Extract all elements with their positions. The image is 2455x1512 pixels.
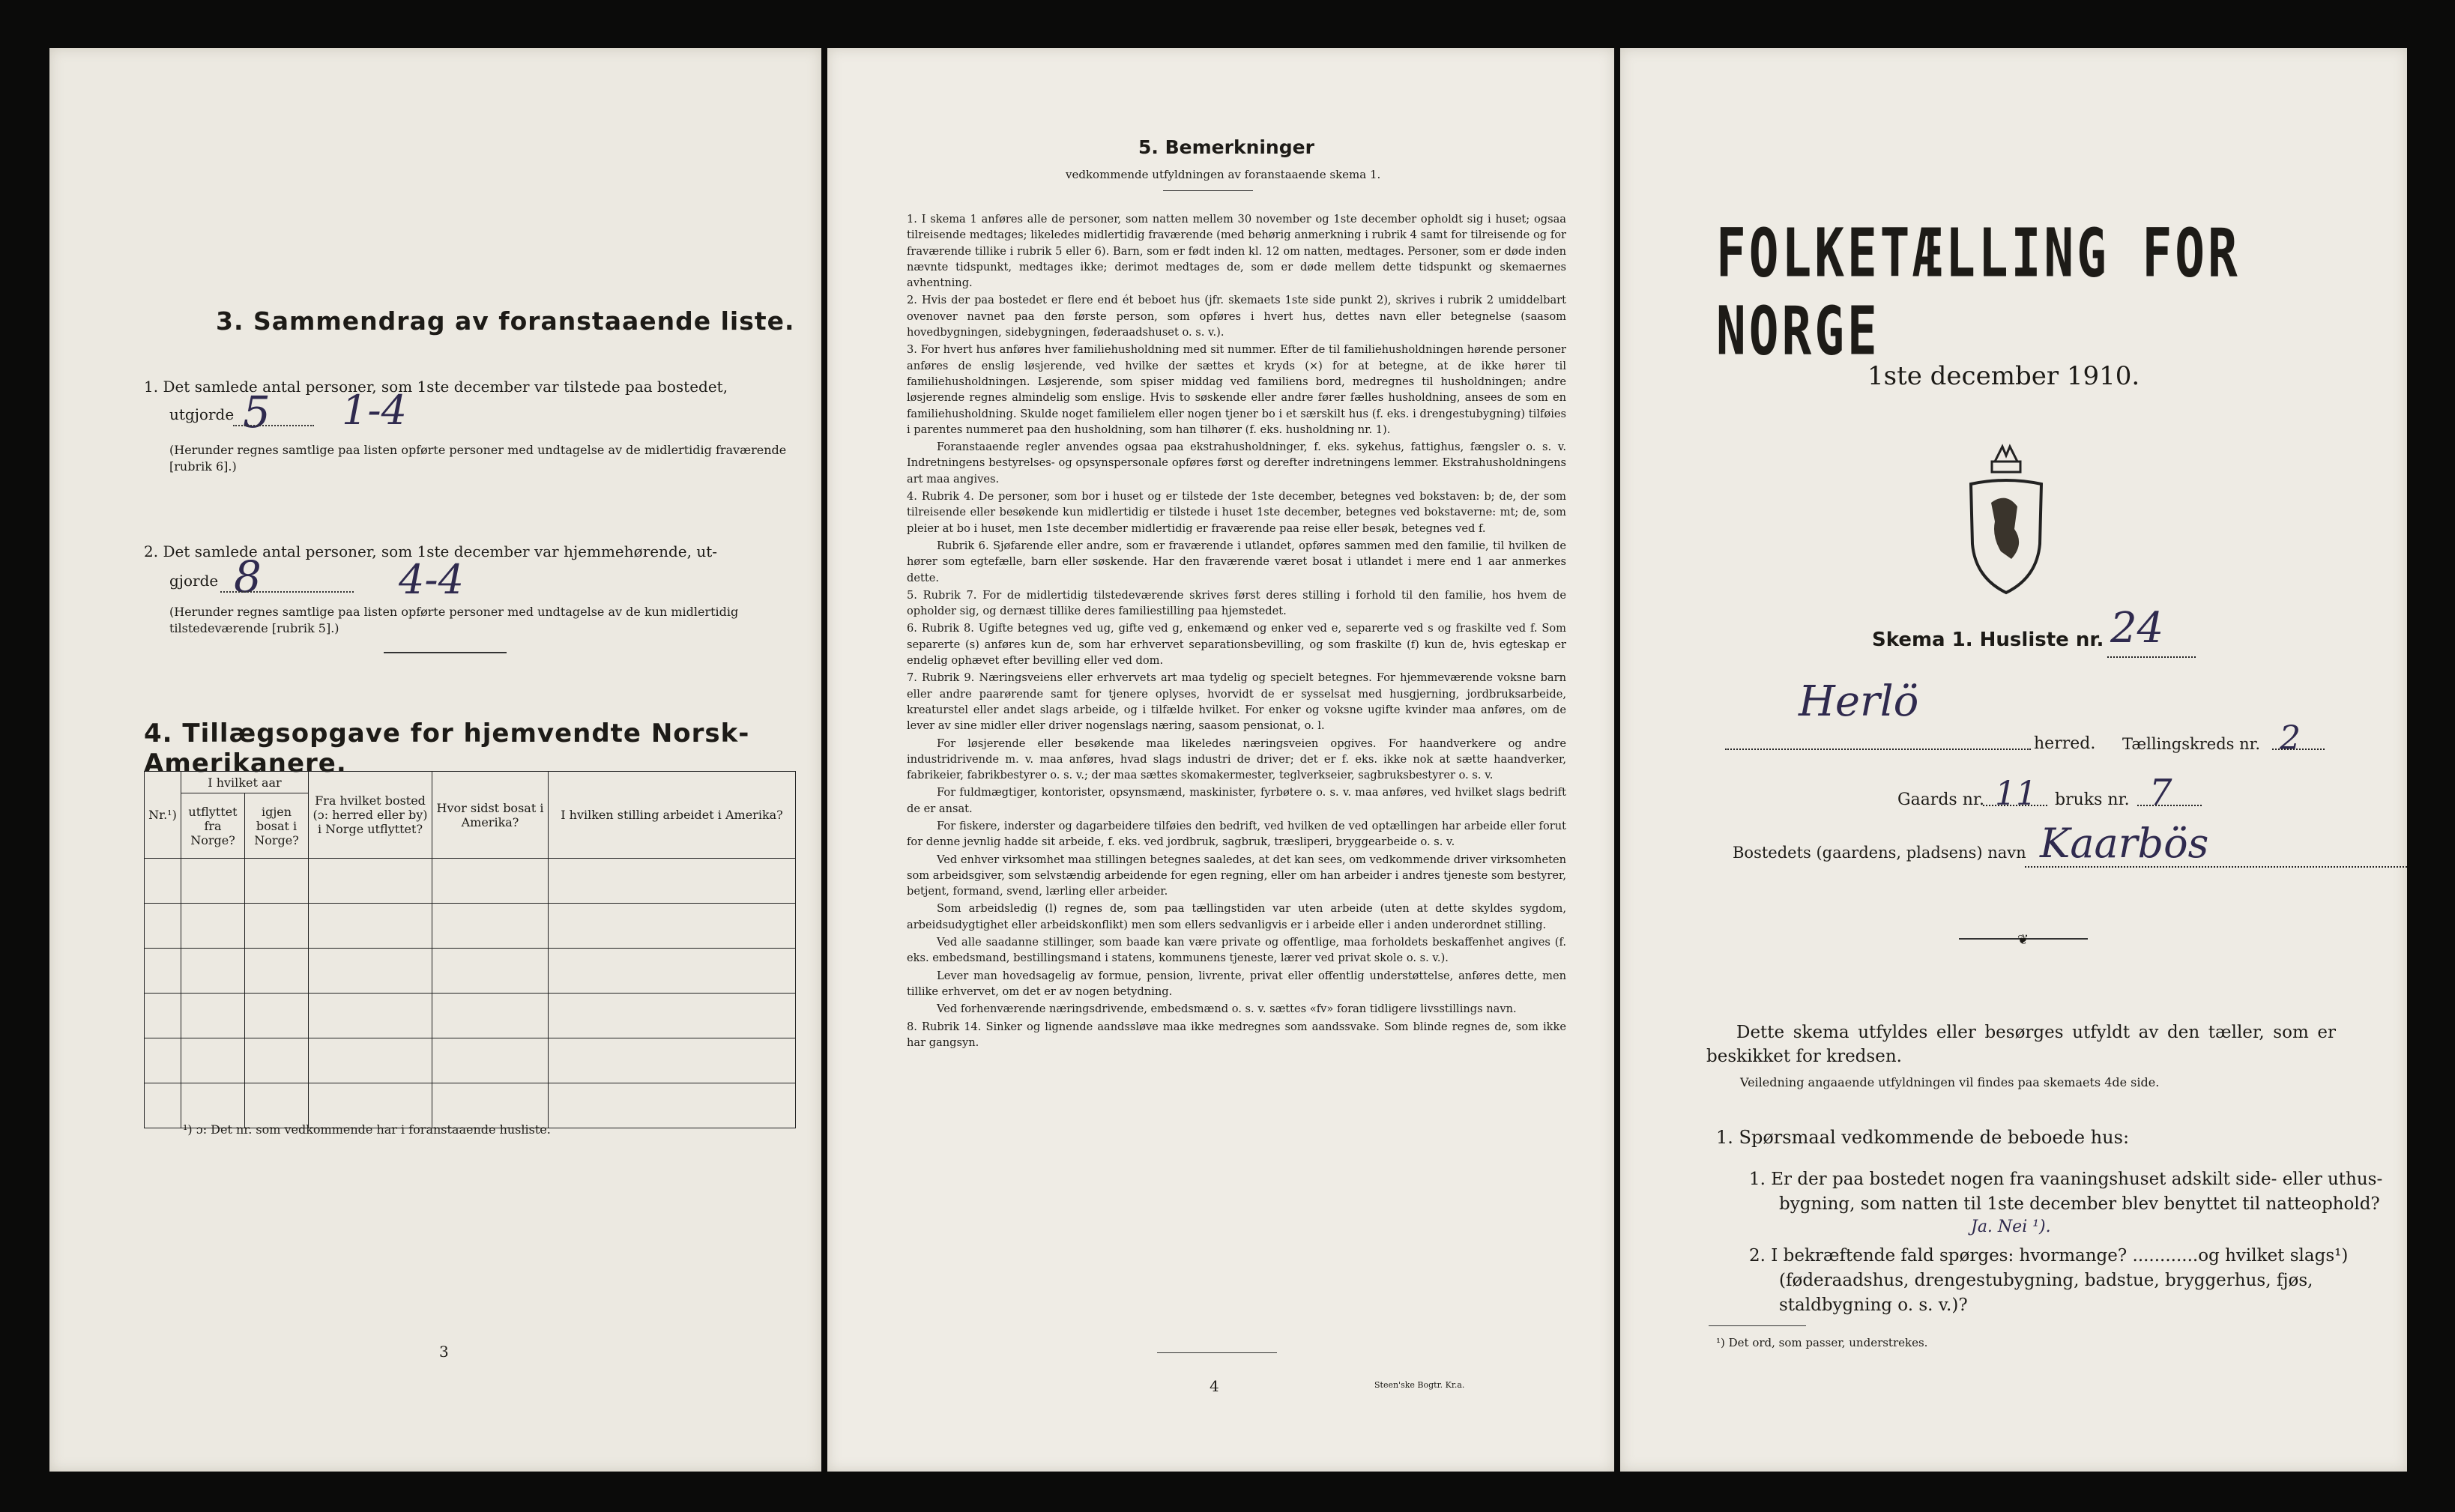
norsk-amerikanere-table xyxy=(144,771,796,1128)
remark-paragraph: 4. Rubrik 4. De personer, som bor i huset og er tilstede der 1ste december, betegnes ved bokstaven: b; de, der som tilreisende eller besøkende kun midlertidig er tilstede i huset 1ste december, betegnes ved bokstaverne: mt; de, som pleier at bo i huset, men 1ste december midlertidig er fraværende paa reise eller besøk, betegnes ved f. xyxy=(907,490,1566,535)
item1-value: 5 xyxy=(243,387,271,438)
table-row xyxy=(145,994,796,1038)
remark-paragraph: For fiskere, inderster og dagarbeidere tilføies den bedrift, ved hvilken de ved optællingen har arbeide eller forut for denne jevnlig hadde sit arbeide, f. eks. ved jordbruk, sagbruk, træsliperi, bryggearbeide o. s. v. xyxy=(907,819,1566,849)
coat-of-arms-icon xyxy=(1965,439,2047,596)
section-4-title: 4. Tillægsopgave for hjemvendte Norsk-Amerikanere. xyxy=(144,719,750,778)
remark-paragraph: For fuldmægtiger, kontorister, opsynsmænd, maskinister, fyrbøtere o. s. v. maa anføres, ved hvilket slags bedrift de er ansat. xyxy=(907,786,1566,815)
remark-paragraph: 6. Rubrik 8. Ugifte betegnes ved ug, gifte ved g, enkemænd og enker ved e, separerte ved s og fraskilte ved f. Som separerte (s) anføres kun de, som har erhvervet separationsbevilling, og som fraskilte (f) kun de, hvis egteskap er endelig ophævet efter bevilling eller ved dom. xyxy=(907,622,1566,668)
item2-dotted-line xyxy=(220,591,354,593)
remark-paragraph: 1. I skema 1 anføres alle de personer, som natten mellem 30 november og 1ste december opholdt sig i huset; ogsaa tilreisende medtages; likeledes midlertidig fraværende (med behørig anmerkning i rubrik 4 samt for tilreisende og for fraværende tillike i rubrik 5 eller 6). Barn, som er født inden kl. 12 om natten, medtages. Personer, som er døde inden nævnte tidspunkt, medtages ikke; derimot medtages de, som er døde mellem dette tidspunkt og skemaernes avhentning. xyxy=(907,213,1566,290)
page-3 xyxy=(49,48,821,1472)
remark-paragraph: Ved enhver virksomhet maa stillingen betegnes saaledes, at det kan sees, om vedkommende driver virksomheten som arbeidsgiver, som selvstændig arbeidende for egen regning, eller om han arbeider i andres tjeneste som bestyrer, betjent, formand, svend, lærling eller arbeider. xyxy=(907,853,1566,898)
page-number: 3 xyxy=(439,1343,449,1361)
bruks-label: bruks nr. xyxy=(2055,790,2130,809)
skema-label: Skema 1. Husliste nr. xyxy=(1872,629,2104,651)
remarks-list xyxy=(907,211,1566,1052)
herred-label: herred. xyxy=(2034,734,2096,753)
footnote: ¹) Det ord, som passer, understrekes. xyxy=(1716,1336,1928,1349)
col-amerika-header: Hvor sidst bosat i Amerika? xyxy=(432,772,549,859)
gaards-label: Gaards nr. xyxy=(1897,790,1984,809)
table-footnote: ¹) ɔ: Det nr. som vedkommende har i foranstaaende husliste. xyxy=(183,1122,551,1137)
husliste-line xyxy=(2107,656,2196,658)
col-bosted-header: Fra hvilket bosted (ɔ: herred eller by) i Norge utflyttet? xyxy=(309,772,432,859)
bosted-handwritten: Kaarbös xyxy=(2040,820,2209,867)
separator-line xyxy=(384,652,507,653)
remark-paragraph: Som arbeidsledig (l) regnes de, som paa tællingstiden var uten arbeide (uten at dette skyldes sygdom, arbeidsudygtighet eller arbeidskonflikt) men som ellers sedvanligvis er i arbeide eller i anden underordnet stilling. xyxy=(907,902,1566,931)
remarks-title: 5. Bemerkninger xyxy=(1138,136,1314,158)
item2-handwritten: 4-4 xyxy=(399,556,464,603)
herred-line xyxy=(1725,749,2031,750)
col-group-header: I hvilket aar xyxy=(181,772,309,793)
question-section-title: 1. Spørsmaal vedkommende de beboede hus: xyxy=(1716,1127,2130,1148)
remark-paragraph: Foranstaaende regler anvendes ogsaa paa ekstrahusholdninger, f. eks. sykehus, fattighus, fængsler o. s. v. Indretningens bestyrelses- og opsynspersonale opføres først og derefter indretningens lemmer. Ekstrahusholdningens art maa angives. xyxy=(907,441,1566,486)
bottom-rule xyxy=(1157,1352,1277,1353)
item1-note: (Herunder regnes samtlige paa listen opførte personer med undtagelse av de midlertidig fraværende [rubrik 6].) xyxy=(169,443,787,474)
remark-paragraph: Ved alle saadanne stillinger, som baade kan være private og offentlige, maa forholdets beskaffenhet angives (f. eks. embedsmand, bestillingsmand i statens, kommunens tjeneste, lærer ved privat skole o. s. v.). xyxy=(907,936,1566,965)
page-1 xyxy=(1620,48,2407,1472)
remark-paragraph: 8. Rubrik 14. Sinker og lignende aandssløve maa ikke medregnes som aandssvake. Som blinde regnes de, som ikke har gangsyn. xyxy=(907,1020,1566,1049)
summary-item-1: 1. Det samlede antal personer, som 1ste december var tilstede paa bostedet, xyxy=(144,378,728,396)
summary-item-2: 2. Det samlede antal personer, som 1ste december var hjemmehørende, ut- xyxy=(144,542,717,560)
col-stilling-header: I hvilken stilling arbeidet i Amerika? xyxy=(549,772,796,859)
remark-paragraph: 5. Rubrik 7. For de midlertidig tilstedeværende skrives først deres stilling i forhold til den familie, hos hvem de opholder sig, og dernæst tillike deres familiestilling paa hjemstedet. xyxy=(907,588,1566,618)
remark-paragraph: For løsjerende eller besøkende maa likeledes næringsveien opgives. For haandverkere og andre industridrivende m. v. maa anføres, hvad slags industri de driver; det er f. eks. ikke nok at sætte haandverker, fabrikeier, fabrikbestyrer o. s. v.; der maa sættes skomakermester, teglverkseier, sagbruksbestyrer o. s. v. xyxy=(907,737,1566,782)
footnote-rule xyxy=(1709,1325,1806,1326)
remark-paragraph: Lever man hovedsagelig av formue, pension, livrente, privat eller offentlig understøttelse, anføres dette, men tillike erhvervet, om det er av nogen betydning. xyxy=(907,969,1566,998)
col-utflyttet-header: utflyttet fra Norge? xyxy=(181,793,245,859)
remark-paragraph: Ved forhenværende næringsdrivende, embedsmænd o. s. v. sættes «fv» foran tidligere livsstillings navn. xyxy=(937,1003,1517,1016)
census-date: 1ste december 1910. xyxy=(1867,361,2140,391)
question-2: 2. I bekræftende fald spørges: hvormange? ............og hvilket slags¹) (føderaadshus, drengestubygning, badstue, bryggerhus, fjøs, staldbygning o. s. v.)? xyxy=(1749,1246,2349,1315)
table-row xyxy=(145,904,796,949)
bruks-line xyxy=(2137,805,2202,806)
remark-paragraph: Rubrik 6. Sjøfarende eller andre, som er fraværende i utlandet, opføres sammen med den familie, til hvilken de hører som egtefælle, barn eller søskende. Har den fraværende været bosat i utlandet i mere end 1 aar anmerkes dette. xyxy=(907,539,1566,584)
printer-mark: Steen'ske Bogtr. Kr.a. xyxy=(1374,1380,1465,1390)
remark-paragraph: 2. Hvis der paa bostedet er flere end ét beboet hus (jfr. skemaets 1ste side punkt 2), skrives i rubrik 2 umiddelbart ovenover navnet paa den første person, som opføres i hvert hus, dettes navn eller betegnelse (saasom hovedbygningen, sidebygningen, føderaadshuset o. s. v.). xyxy=(907,294,1566,339)
item1-utgjorde-label: utgjorde xyxy=(169,405,235,423)
item2-gjorde-label: gjorde xyxy=(169,572,219,590)
main-title: FOLKETÆLLING FOR NORGE xyxy=(1716,214,2241,370)
kreds-label: Tællingskreds nr. xyxy=(2122,735,2261,753)
remark-paragraph: 7. Rubrik 9. Næringsveiens eller erhvervets art maa tydelig og specielt betegnes. For hjemmeværende voksne barn eller andre paarørende samt for tjenere oplyses, hvorvidt de er sysselsat med husgjerning, jordbruksarbeide, kreaturstel eller andet slags arbeide, og i tilfælde hvilket. For enker og voksne ugifte kvinder maa anføres, om de lever av sine midler eller driver nogenslags næring, saasom pensionat, o. l. xyxy=(907,671,1566,733)
question-1: 1. Er der paa bostedet nogen fra vaaningshuset adskilt side- eller uthus-bygning, som natten til 1ste december blev benyttet til natteophold? xyxy=(1749,1170,2383,1214)
item2-value: 8 xyxy=(234,551,262,602)
husliste-number: 24 xyxy=(2110,604,2164,653)
col-nr-header: Nr.¹) xyxy=(145,772,181,859)
item1-handwritten: 1-4 xyxy=(342,387,407,434)
section-3-title: 3. Sammendrag av foranstaaende liste. xyxy=(216,306,795,336)
kreds-line xyxy=(2272,749,2325,750)
table-row xyxy=(145,859,796,904)
gaards-line xyxy=(1983,805,2047,806)
title-rule xyxy=(1163,190,1253,191)
gaards-number: 11 xyxy=(1995,775,2037,813)
col-bosat-header: igjen bosat i Norge? xyxy=(245,793,309,859)
page-4 xyxy=(827,48,1614,1472)
intro-note: Veiledning angaaende utfyldningen vil findes paa skemaets 4de side. xyxy=(1740,1075,2160,1089)
bruks-number: 7 xyxy=(2149,772,2172,814)
remark-paragraph: 3. For hvert hus anføres hver familiehusholdning med sit nummer. Efter de til familiehusholdningen hørende personer anføres de enslig løsjerende, ved hvilke der sættes et kryds (×) for at betegne, at de ikke hører til familiehusholdningen. Løsjerende, som spiser middag ved familiens bord, medregnes til husholdningen; andre løsjerende regnes almindelig som enslige. Hvis to søskende eller andre fører fælles husholdning, ansees de som en familiehusholdning. Skulde noget familielem eller nogen tjener bo i et særskilt hus (f. eks. i drengestubygning) tilføies i parentes nummeret paa den husholdning, som han tilhører (f. eks. husholdning nr. 1). xyxy=(907,343,1566,436)
item1-dotted-line xyxy=(233,425,314,426)
question-1-answer: Ja. Nei ¹). xyxy=(1971,1218,2051,1236)
remarks-subtitle: vedkommende utfyldningen av foranstaaende skema 1. xyxy=(1066,168,1381,181)
intro-text: Dette skema utfyldes eller besørges utfyldt av den tæller, som er beskikket for kredsen. xyxy=(1706,1023,2336,1066)
herred-handwritten: Herlö xyxy=(1799,677,1919,726)
bosted-line xyxy=(2025,866,2407,868)
bosted-label: Bostedets (gaardens, pladsens) navn xyxy=(1733,844,2026,862)
ornament-icon: ❦ xyxy=(2017,932,2029,948)
page-number: 4 xyxy=(1210,1377,1219,1395)
kreds-number: 2 xyxy=(2280,719,2301,757)
table-row xyxy=(145,949,796,994)
table-row xyxy=(145,1038,796,1083)
item2-note: (Herunder regnes samtlige paa listen opførte personer med undtagelse av de kun midlertidig tilstedeværende [rubrik 5].) xyxy=(169,605,739,635)
